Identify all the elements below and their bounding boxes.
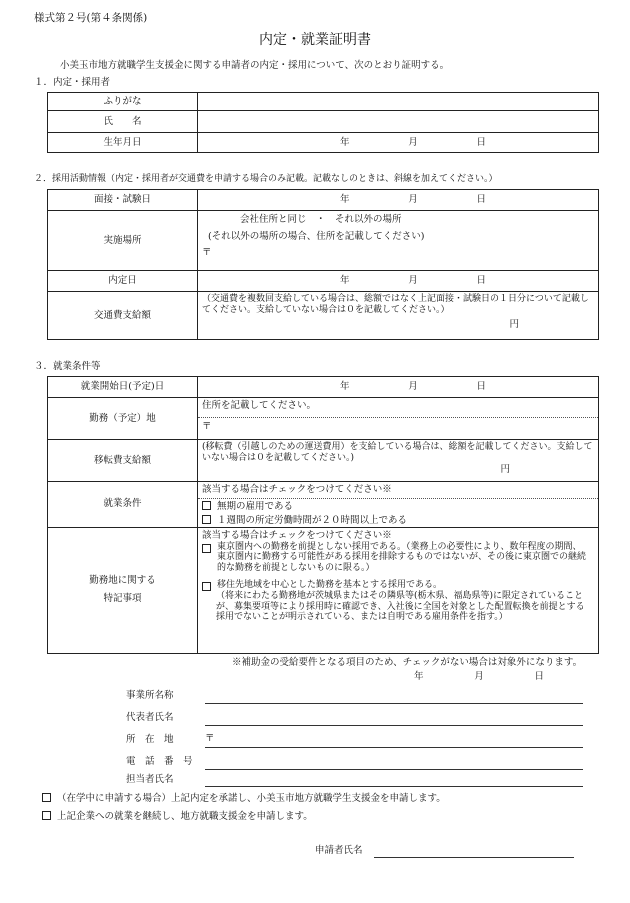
interview-label: 面接・試験日 [48,190,198,211]
conditions-field [198,482,599,528]
relocation-note: (移転費（引越しのための運送費用）を支給している場合は、総額を記載してください。支給していない場合は０を記載してください。) [202,442,593,463]
special-field [198,527,599,653]
workplace-label: 勤務（予定）地 [48,398,198,440]
venue-options[interactable]: 会社住所と同じ ・ それ以外の場所 [240,214,402,225]
checkbox-icon[interactable] [202,582,211,591]
transport-field[interactable] [198,292,599,340]
consent-1[interactable]: （在学中に申請する場合）上記内定を承諾し、小美玉市地方就職学生支援金を申請します。 [42,793,446,805]
checkbox-icon[interactable] [202,515,211,524]
venue-postal: 〒 [202,246,212,258]
special-label: 勤務地に関する 特記事項 [48,527,198,653]
address-line[interactable] [205,747,583,748]
checkbox-icon[interactable] [202,501,211,510]
transport-label: 交通費支給額 [48,292,198,340]
intro-text: 小美玉市地方就職学生支援金に関する申請者の内定・採用について、次のとおり証明する。 [60,60,450,71]
employment-table [47,376,599,654]
offer-date-field[interactable]: 年 月 日 [198,271,599,292]
condition-1[interactable]: 無期の雇用である [198,499,598,515]
consent-2[interactable]: 上記企業への就業を継続し、地方就職支援金を申請します。 [42,811,313,823]
birthdate-label: 生年月日 [48,133,198,153]
transport-yen: 円 [509,318,519,330]
checkbox-icon[interactable] [42,793,51,802]
furigana-label: ふりがな [48,93,198,111]
workplace-note: 住所を記載してください。 [198,398,598,418]
special-item-2-note: （将来にわたる勤務地が茨城県またはその隣県等(栃木県、福島県等)に限定されていることが、募集要項等により採用時に確認でき、入社後に全国を対象とした配置転換を前提とする採用でないことが明示されている、または自明である雇用条件を指す。） [216,590,585,623]
recruitment-table [47,189,599,340]
section2-heading: ２．採用活動情報（内定・採用者が交通費を申請する場合のみ記載。記載なしのときは、斜線を加えてください。） [34,174,498,184]
venue-field[interactable] [198,211,599,271]
form-code: 様式第２号(第４条関係) [34,12,148,24]
company-line[interactable] [205,703,583,704]
applicant-name-line[interactable] [374,857,574,858]
representative-line[interactable] [205,725,583,726]
offer-date-label: 内定日 [48,271,198,292]
signature-date: 年 月 日 [414,671,544,682]
special-item-2[interactable]: 移住先地域を中心とした勤務を基本とする採用である。 [202,580,594,591]
conditions-check-note: 該当する場合はチェックをつけてください※ [198,482,598,499]
transport-note: （交通費を複数回支給している場合は、総額ではなく上記面接・試験日の１日分について記載してください。支給していない場合は０を記載してください。） [202,294,589,315]
furigana-field[interactable] [198,93,599,111]
special-check-note: 該当する場合はチェックをつけてください※ [202,529,392,541]
section1-heading: １．内定・採用者 [34,77,111,88]
condition-2[interactable]: １週間の所定労働時間が２０時間以上である [198,515,598,527]
special-item-1[interactable]: 東京圏内への勤務を前提としない採用である。（業務上の必要性により、数年程度の期間、東京圏内に勤務する可能性がある採用を排除するものではないが、その後に東京圏での継続的な勤務を前提としないものに限る。） [202,542,594,574]
applicant-name-label: 申請者氏名 [315,845,363,856]
start-date-label: 就業開始日(予定)日 [48,377,198,398]
contact-label: 担当者氏名 [126,774,174,785]
section3-heading: ３．就業条件等 [34,361,101,372]
phone-label: 電 話 番 号 [126,756,193,767]
conditions-label: 就業条件 [48,482,198,528]
footnote: ※補助金の受給要件となる項目のため、チェックがない場合は対象外になります。 [232,657,583,668]
checkbox-icon[interactable] [202,544,211,553]
address-postal: 〒 [205,733,215,744]
venue-note: (それ以外の場所の場合、住所を記載してください) [208,230,425,242]
checkbox-icon[interactable] [42,811,51,820]
representative-label: 代表者氏名 [126,712,174,723]
contact-line[interactable] [205,786,583,787]
phone-line[interactable] [205,769,583,770]
start-date-field[interactable]: 年 月 日 [198,377,599,398]
page-title: 内定・就業証明書 [259,32,371,48]
workplace-field[interactable] [198,398,599,440]
name-field[interactable] [198,111,599,133]
name-label: 氏 名 [48,111,198,133]
relocation-field[interactable] [198,440,599,482]
applicant-table [47,92,599,153]
birthdate-field[interactable]: 年 月 日 [198,133,599,153]
venue-label: 実施場所 [48,211,198,271]
interview-date-field[interactable]: 年 月 日 [198,190,599,211]
relocation-label: 移転費支給額 [48,440,198,482]
company-label: 事業所名称 [126,690,174,701]
relocation-yen: 円 [500,463,510,475]
address-label: 所 在 地 [126,734,174,745]
workplace-postal: 〒 [202,421,212,432]
